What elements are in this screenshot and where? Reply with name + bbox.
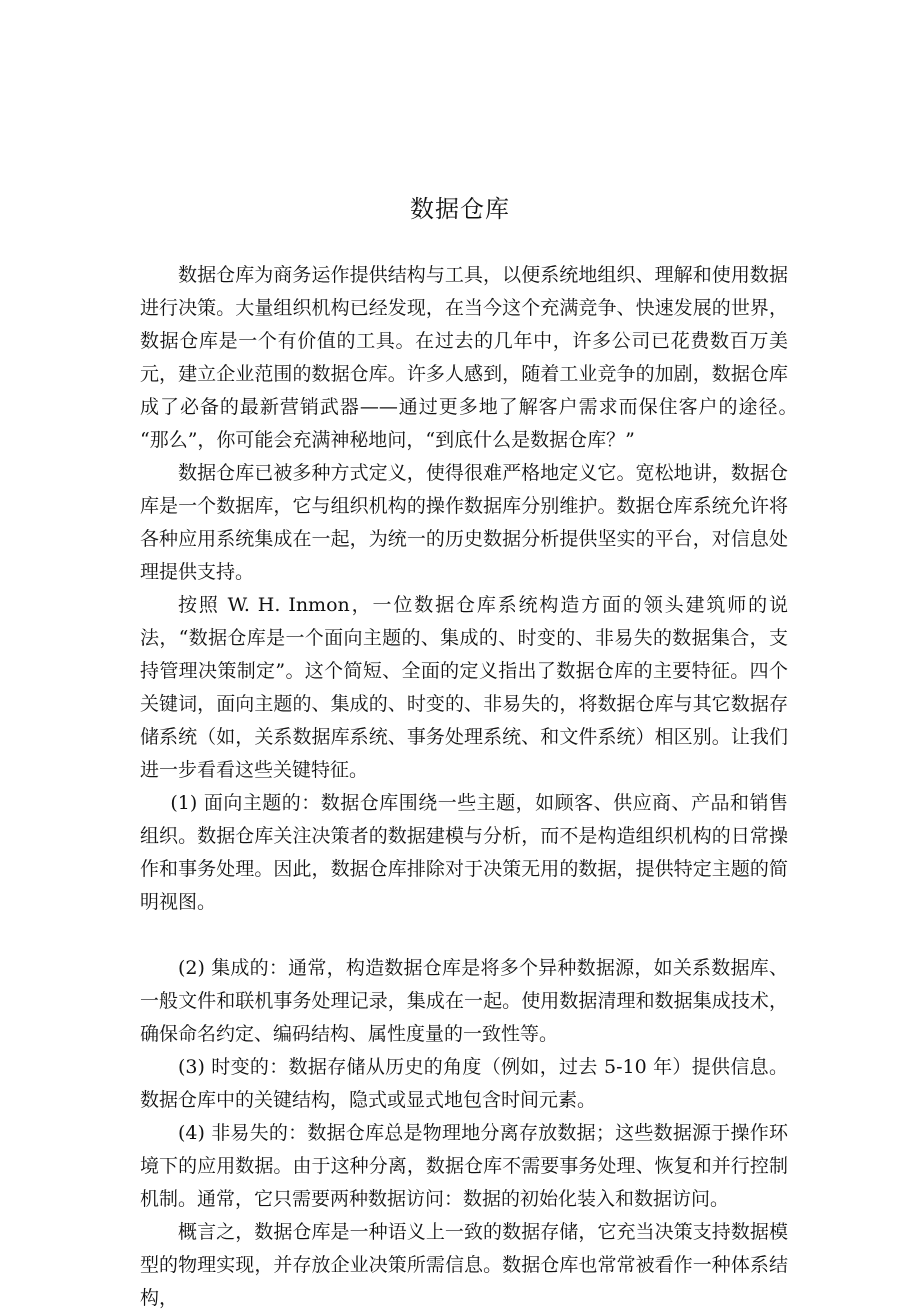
paragraph-subject-oriented: (1) 面向主题的：数据仓库围绕一些主题，如顾客、供应商、产品和销售组织。数据仓库关注决策者的数据建模与分析，而不是构造组织机构的日常操作和事务处理。因此，数据仓库排除对于决策无用的数据，提供特定主题的简明视图。 [140, 792, 788, 913]
paragraph-integrated: (2) 集成的：通常，构造数据仓库是将多个异种数据源，如关系数据库、一般文件和联机事务处理记录，集成在一起。使用数据清理和数据集成技术，确保命名约定、编码结构、属性度量的一致性等。 [140, 957, 788, 1045]
paragraph-inmon: 按照 W. H. Inmon，一位数据仓库系统构造方面的领头建筑师的说法，“数据仓库是一个面向主题的、集成的、时变的、非易失的数据集合，支持管理决策制定”。这个简短、全面的定义指出了数据仓库的主要特征。四个关键词，面向主题的、集成的、时变的、非易失的，将数据仓库与其它数据存储系统（如，关系数据库系统、事务处理系统、和文件系统）相区别。让我们进一步看看这些关键特征。 [140, 594, 788, 781]
paragraph-intro: 数据仓库为商务运作提供结构与工具，以便系统地组织、理解和使用数据进行决策。大量组织机构已经发现，在当今这个充满竞争、快速发展的世界，数据仓库是一个有价值的工具。在过去的几年中，许多公司已花费数百万美元，建立企业范围的数据仓库。许多人感到，随着工业竞争的加剧，数据仓库成了必备的最新营销武器——通过更多地了解客户需求而保住客户的途径。 “那么”，你可能会充满神秘地问，“到底什么是数据仓库？” [140, 264, 814, 451]
paragraph-time-variant: (3) 时变的：数据存储从历史的角度（例如，过去 5-10 年）提供信息。数据仓库中的关键结构，隐式或显式地包含时间元素。 [140, 1056, 788, 1111]
document-body [140, 259, 814, 1315]
document-title: 数据仓库 [410, 195, 510, 223]
paragraph-non-volatile: (4) 非易失的：数据仓库总是物理地分离存放数据；这些数据源于操作环境下的应用数据。由于这种分离，数据仓库不需要事务处理、恢复和并行控制机制。通常，它只需要两种数据访问：数据的初始化装入和数据访问。 [140, 1122, 788, 1210]
paragraph-summary: 概言之，数据仓库是一种语义上一致的数据存储，它充当决策支持数据模型的物理实现，并存放企业决策所需信息。数据仓库也常常被看作一种体系结构， [140, 1221, 788, 1309]
paragraph-definition: 数据仓库已被多种方式定义，使得很难严格地定义它。宽松地讲，数据仓库是一个数据库，它与组织机构的操作数据库分别维护。数据仓库系统允许将各种应用系统集成在一起，为统一的历史数据分析提供坚实的平台，对信息处理提供支持。 [140, 462, 788, 583]
